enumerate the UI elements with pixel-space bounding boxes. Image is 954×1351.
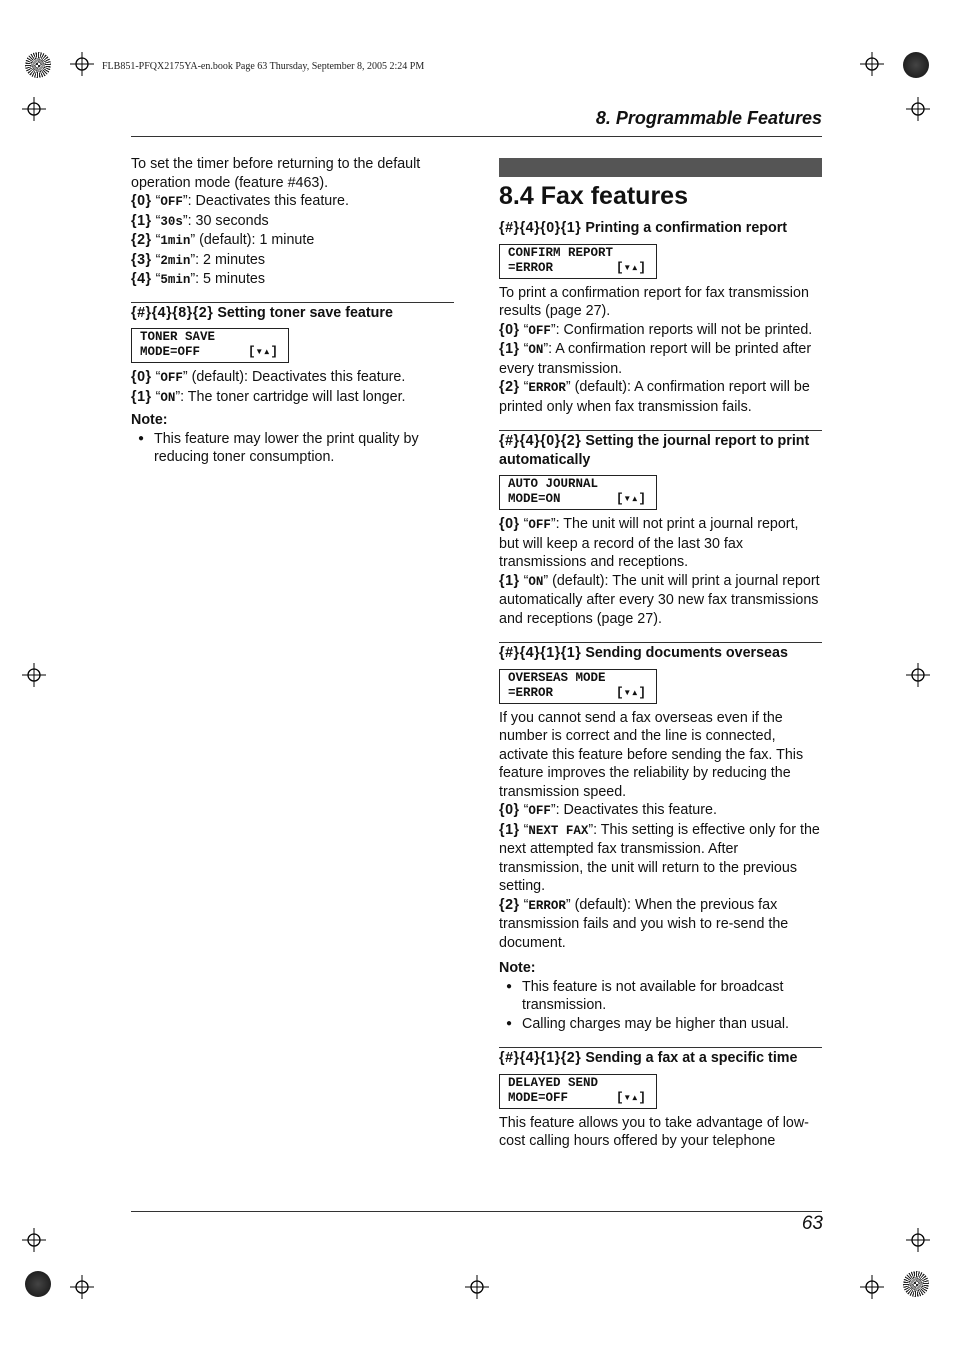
toner-save-heading (131, 302, 454, 323)
option-item: {2} “ERROR” (default): When the previous fax transmission fails and you wish to re-send the document. (499, 896, 789, 951)
option-text: (default): Deactivates this feature. (187, 369, 406, 385)
option-text: : 5 minutes (195, 271, 266, 287)
option-item: {1} “ON”: The toner cartridge will last longer. (131, 388, 406, 405)
option-item: {0} “OFF”: Confirmation reports will not be printed. (499, 321, 813, 338)
option-text: : A confirmation report will be printed after every transmission. (499, 341, 812, 377)
bullet-icon: ● (506, 980, 513, 992)
option-item: {3} “2min”: 2 minutes (131, 251, 266, 268)
delayed-send-heading (499, 1047, 822, 1068)
option-text: : The toner cartridge will last longer. (180, 388, 406, 405)
journal-title: Setting the journal report to print automatically (499, 433, 810, 468)
note-text: This feature is not available for broadcast transmission. (522, 978, 784, 1013)
option-value: ERROR (528, 381, 566, 395)
note-text: Calling charges may be higher than usual. (522, 1015, 790, 1032)
color-target-icon (25, 52, 51, 78)
registration-mark-icon (70, 1275, 94, 1299)
running-header: 8. Programmable Features (595, 108, 822, 128)
registration-mark-icon (906, 1228, 930, 1252)
journal-lcd (499, 475, 657, 510)
option-key: {0} (131, 369, 152, 385)
lcd-arrows: [▾▴] (247, 345, 278, 359)
option-value: NEXT FAX (528, 823, 589, 838)
option-text: : This setting is effective only for the next attempted fax transmission. After transmission, the unit will return to the previous setting. (499, 821, 820, 894)
option-key: {1} (499, 572, 520, 589)
confirmation-options (499, 321, 822, 417)
lcd-line-2: =ERROR (508, 685, 554, 700)
registration-mark-icon (860, 52, 884, 76)
option-text: (default): When the previous fax transmission fails and you wish to re-send the document. (499, 896, 789, 951)
footer-rule (131, 1211, 822, 1212)
section-title: 8.4 Fax features (499, 182, 688, 210)
registration-mark-icon (22, 97, 46, 121)
note-label: Note: (499, 960, 536, 976)
option-text: : Confirmation reports will not be printed. (555, 321, 813, 338)
bullet-icon: ● (138, 432, 145, 444)
registration-mark-icon (906, 663, 930, 687)
delayed-send-lcd (499, 1074, 657, 1109)
overseas-notes (499, 978, 822, 1034)
left-column (131, 155, 454, 467)
journal-options (499, 515, 822, 628)
registration-mark-icon (70, 52, 94, 76)
option-item: {0} “OFF”: Deactivates this feature. (131, 193, 349, 209)
option-value: OFF (528, 323, 551, 338)
confirmation-title: Printing a confirmation report (585, 220, 788, 236)
lcd-line-1: CONFIRM REPORT (508, 245, 614, 260)
toner-notes (131, 430, 454, 467)
lcd-line-1: TONER SAVE (140, 330, 216, 344)
lcd-line-2: MODE=OFF (508, 1090, 569, 1105)
option-key: {1} (131, 388, 152, 405)
color-target-icon (903, 52, 929, 78)
option-text: : 2 minutes (195, 251, 266, 268)
delayed-send-description: This feature allows you to take advantage of low-cost calling hours offered by your telephone (499, 1114, 809, 1149)
registration-mark-icon (22, 1228, 46, 1252)
option-value: ON (528, 343, 544, 357)
option-value: ON (528, 574, 544, 589)
lcd-line-2: =ERROR (508, 260, 554, 275)
toner-save-title: Setting toner save feature (217, 304, 393, 321)
confirmation-description: To print a confirmation report for fax transmission results (page 27). (499, 284, 809, 319)
option-item: {4} “5min”: 5 minutes (131, 271, 266, 287)
toner-save-options (131, 368, 454, 407)
lcd-line-2: MODE=ON (508, 492, 561, 506)
timer-intro: To set the timer before returning to the default operation mode (feature #463). (131, 156, 421, 191)
color-target-icon (25, 1271, 51, 1297)
timer-options (131, 192, 454, 290)
option-key: {2} (499, 379, 520, 395)
option-text: (default): The unit will print a journal report automatically after every 30 new fax transmissions and receptions (page 27). (499, 572, 820, 627)
toner-save-keys: {#}{4}{8}{2} (131, 304, 214, 321)
option-value: OFF (160, 195, 183, 209)
option-key: {1} (499, 341, 520, 357)
note-label: Note: (131, 412, 168, 428)
option-value: OFF (528, 518, 551, 532)
lcd-arrows: [▾▴] (615, 260, 646, 275)
print-header: FLB851-PFQX2175YA-en.book Page 63 Thursday, September 8, 2005 2:24 PM (102, 61, 425, 72)
overseas-heading (499, 642, 822, 663)
confirmation-lcd (499, 244, 657, 279)
note-text: This feature may lower the print quality by reducing toner consumption. (154, 430, 419, 465)
lcd-line-1: DELAYED SEND (508, 1075, 599, 1090)
option-key: {3} (131, 251, 152, 268)
option-text: : Deactivates this feature. (187, 193, 349, 209)
option-value: ERROR (528, 898, 566, 913)
note-item (499, 978, 822, 1015)
option-text: : 30 seconds (187, 212, 269, 229)
option-key: {0} (499, 321, 520, 338)
option-value: 30s (160, 214, 183, 229)
option-key: {2} (499, 896, 520, 913)
overseas-lcd (499, 669, 657, 704)
option-value: ON (160, 390, 176, 405)
option-item: {1} “30s”: 30 seconds (131, 212, 269, 229)
option-text: (default): 1 minute (195, 232, 315, 248)
option-key: {0} (499, 516, 520, 532)
overseas-description: If you cannot send a fax overseas even if the number is correct and the line is connected, activate this feature before sending the fax. This feature improves the reliability by reducing the transmission speed. (499, 709, 804, 800)
delayed-send-title: Sending a fax at a specific time (585, 1050, 798, 1066)
note-item (499, 1015, 822, 1034)
option-item: {0} “OFF”: Deactivates this feature. (499, 802, 717, 818)
toner-save-lcd (131, 328, 289, 363)
option-text: : Deactivates this feature. (555, 802, 717, 818)
option-text: : The unit will not print a journal report, but will keep a record of the last 30 fax transmissions and receptions. (499, 516, 799, 570)
confirmation-keys: {#}{4}{0}{1} (499, 220, 582, 236)
registration-mark-icon (22, 663, 46, 687)
delayed-send-keys: {#}{4}{1}{2} (499, 1050, 582, 1066)
overseas-options (499, 801, 822, 952)
option-value: 5min (160, 273, 191, 287)
option-item: {2} “ERROR” (default): A confirmation report will be printed only when fax transmission fails. (499, 379, 810, 415)
section-title-bar (499, 158, 822, 177)
journal-heading (499, 430, 822, 469)
option-text: (default): A confirmation report will be printed only when fax transmission fails. (499, 379, 810, 415)
option-item: {0} “OFF”: The unit will not print a journal report, but will keep a record of the last 30 fax transmissions and receptions. (499, 516, 799, 570)
option-item: {1} “ON” (default): The unit will print a journal report automatically after every 30 new fax transmissions and receptions (page 27). (499, 572, 820, 627)
option-key: {2} (131, 232, 152, 248)
lcd-line-1: OVERSEAS MODE (508, 670, 606, 685)
bullet-icon: ● (506, 1017, 513, 1029)
option-value: OFF (528, 804, 551, 818)
right-column (499, 158, 822, 1151)
color-target-icon (903, 1271, 929, 1297)
lcd-arrows: [▾▴] (615, 685, 646, 700)
note-item (131, 430, 454, 467)
option-key: {1} (499, 821, 520, 838)
option-value: 2min (160, 253, 191, 268)
option-key: {4} (131, 271, 152, 287)
registration-mark-icon (465, 1275, 489, 1299)
option-value: 1min (160, 234, 191, 248)
overseas-keys: {#}{4}{1}{1} (499, 645, 582, 661)
option-item: {1} “ON”: A confirmation report will be printed after every transmission. (499, 341, 812, 377)
option-key: {0} (131, 193, 152, 209)
registration-mark-icon (860, 1275, 884, 1299)
page-number: 63 (801, 1213, 823, 1234)
lcd-arrows: [▾▴] (615, 1090, 646, 1105)
lcd-line-2: MODE=OFF (140, 345, 201, 359)
header-rule (131, 136, 822, 137)
option-value: OFF (160, 371, 183, 385)
option-key: {1} (131, 212, 152, 229)
lcd-arrows: [▾▴] (615, 492, 646, 506)
journal-keys: {#}{4}{0}{2} (499, 433, 582, 449)
confirmation-heading (499, 219, 822, 238)
registration-mark-icon (906, 97, 930, 121)
option-item: {0} “OFF” (default): Deactivates this feature. (131, 369, 406, 385)
option-item: {1} “NEXT FAX”: This setting is effective only for the next attempted fax transmission. After transmission, the unit will return to the previous setting. (499, 821, 820, 894)
overseas-title: Sending documents overseas (585, 645, 788, 661)
option-key: {0} (499, 802, 520, 818)
option-item: {2} “1min” (default): 1 minute (131, 232, 315, 248)
lcd-line-1: AUTO JOURNAL (508, 477, 599, 491)
